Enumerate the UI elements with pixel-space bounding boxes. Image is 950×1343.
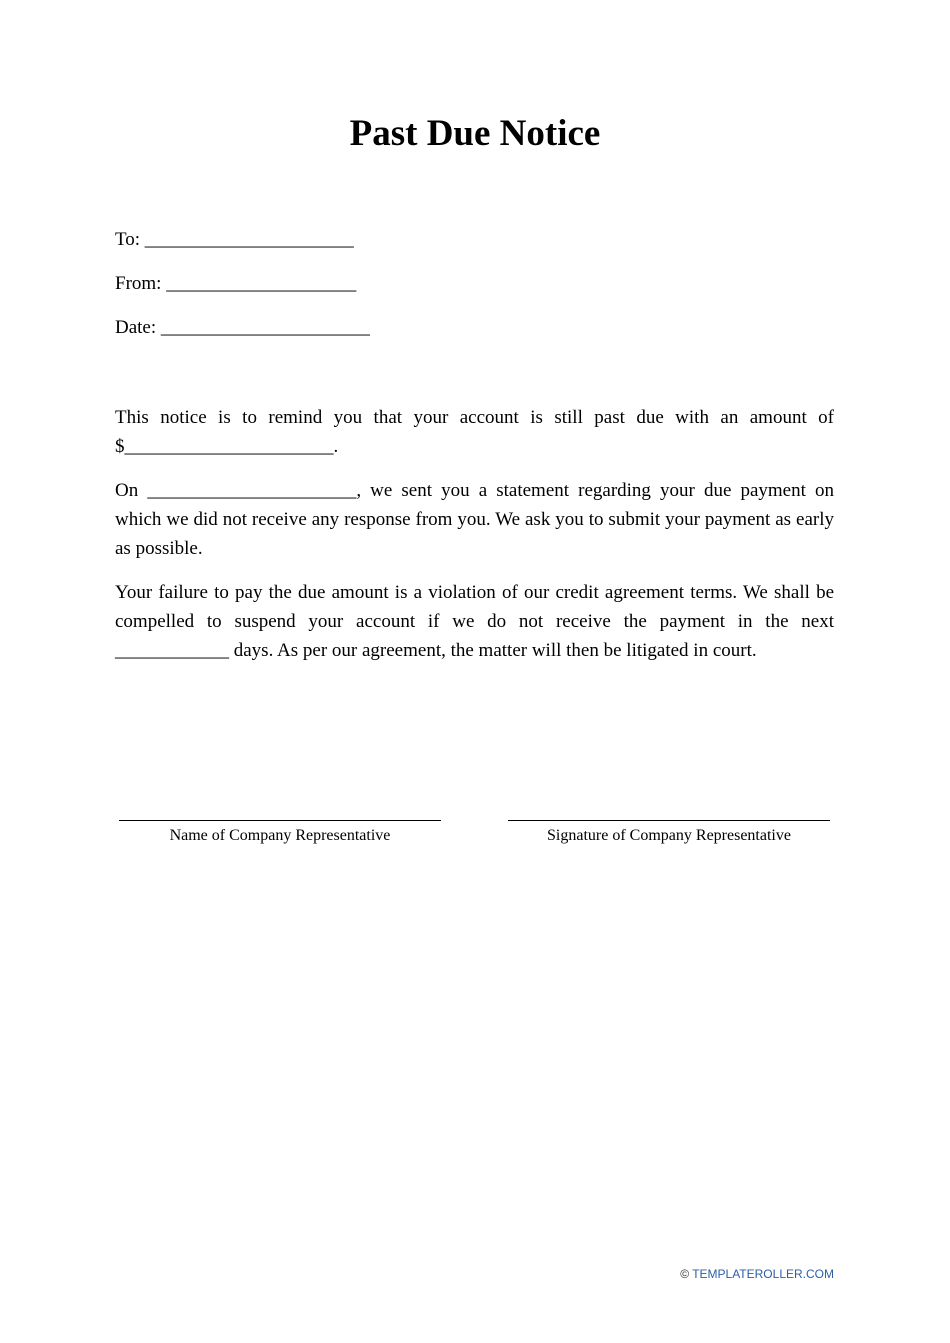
page-title: Past Due Notice bbox=[349, 113, 601, 154]
paragraph-statement: On ______________________, we sent you a statement regarding your due payment on which we did not receive any response from you. We ask you to submit your payment as early as possible. bbox=[115, 480, 834, 559]
footer-site-link[interactable]: TEMPLATEROLLER.COM bbox=[692, 1267, 834, 1281]
name-signature-line bbox=[119, 820, 441, 821]
from-field: From: ____________________ bbox=[115, 273, 357, 294]
signature-line bbox=[508, 820, 830, 821]
paragraph-amount: This notice is to remind you that your account is still past due with an amount of $______________________. bbox=[115, 407, 834, 457]
footer bbox=[680, 1266, 834, 1282]
date-field: Date: ______________________ bbox=[115, 317, 370, 338]
signature-block bbox=[508, 802, 830, 846]
header-fields bbox=[115, 227, 615, 359]
notice-body bbox=[115, 403, 834, 680]
name-signature-block bbox=[119, 802, 441, 846]
to-field: To: ______________________ bbox=[115, 229, 354, 250]
signature-label: Signature of Company Representative bbox=[547, 827, 791, 844]
copyright-icon: © bbox=[680, 1267, 690, 1281]
paragraph-failure: Your failure to pay the due amount is a violation of our credit agreement terms. We shall be compelled to suspend your account if we do not receive the payment in the next ____________ days. As per our agreement, the matter will then be litigated in court. bbox=[115, 582, 834, 661]
name-label: Name of Company Representative bbox=[169, 827, 391, 844]
